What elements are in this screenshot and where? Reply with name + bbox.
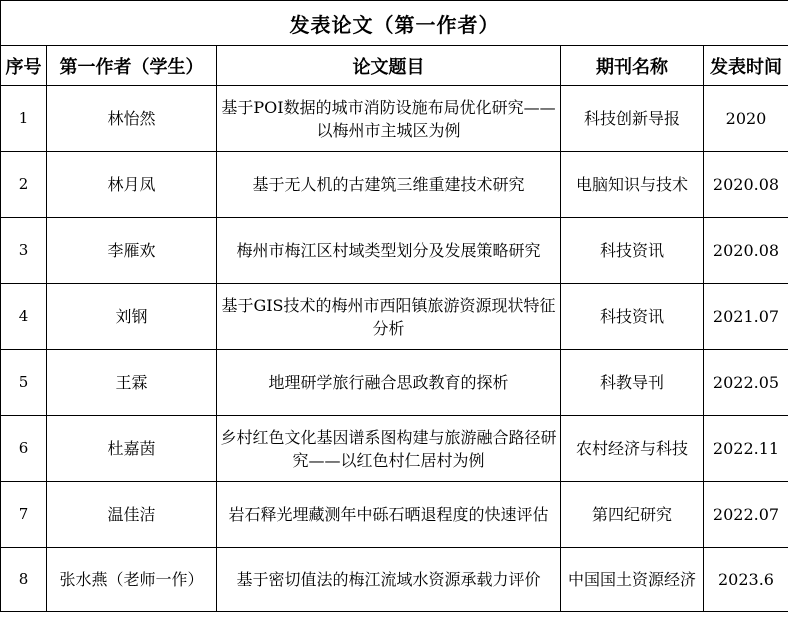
cell-paper-title[interactable]: 基于密切值法的梅江流域水资源承载力评价 [217, 548, 561, 612]
cell-paper-title[interactable]: 基于GIS技术的梅州市西阳镇旅游资源现状特征分析 [217, 284, 561, 350]
table-row [1, 350, 788, 416]
cell-date[interactable]: 2023.6 [704, 548, 788, 612]
cell-paper-title[interactable]: 基于无人机的古建筑三维重建技术研究 [217, 152, 561, 218]
cell-author[interactable]: 张水燕（老师一作） [47, 548, 217, 612]
cell-paper-title[interactable]: 基于POI数据的城市消防设施布局优化研究——以梅州市主城区为例 [217, 86, 561, 152]
cell-seq[interactable]: 8 [1, 548, 47, 612]
cell-seq[interactable]: 5 [1, 350, 47, 416]
table-title-row [1, 1, 788, 46]
cell-journal[interactable]: 电脑知识与技术 [561, 152, 704, 218]
header-paper-title[interactable]: 论文题目 [217, 46, 561, 86]
table-row [1, 548, 788, 612]
cell-paper-title[interactable]: 岩石释光埋藏测年中砾石晒退程度的快速评估 [217, 482, 561, 548]
cell-paper-title[interactable]: 乡村红色文化基因谱系图构建与旅游融合路径研究——以红色村仁居村为例 [217, 416, 561, 482]
cell-author[interactable]: 刘钢 [47, 284, 217, 350]
cell-author[interactable]: 林怡然 [47, 86, 217, 152]
table-row [1, 284, 788, 350]
cell-seq[interactable]: 7 [1, 482, 47, 548]
header-author[interactable]: 第一作者（学生） [47, 46, 217, 86]
cell-date[interactable]: 2022.11 [704, 416, 788, 482]
cell-date[interactable]: 2022.07 [704, 482, 788, 548]
table-row [1, 86, 788, 152]
cell-author[interactable]: 温佳洁 [47, 482, 217, 548]
cell-journal[interactable]: 农村经济与科技 [561, 416, 704, 482]
cell-seq[interactable]: 4 [1, 284, 47, 350]
table-row [1, 482, 788, 548]
cell-seq[interactable]: 2 [1, 152, 47, 218]
header-seq[interactable]: 序号 [1, 46, 47, 86]
cell-journal[interactable]: 科技创新导报 [561, 86, 704, 152]
cell-author[interactable]: 王霖 [47, 350, 217, 416]
table-title[interactable]: 发表论文（第一作者） [1, 1, 788, 46]
cell-paper-title[interactable]: 地理研学旅行融合思政教育的探析 [217, 350, 561, 416]
cell-journal[interactable]: 科技资讯 [561, 218, 704, 284]
cell-date[interactable]: 2020 [704, 86, 788, 152]
cell-seq[interactable]: 1 [1, 86, 47, 152]
cell-date[interactable]: 2022.05 [704, 350, 788, 416]
table-header-row [1, 46, 788, 86]
cell-seq[interactable]: 3 [1, 218, 47, 284]
table-row [1, 416, 788, 482]
cell-date[interactable]: 2021.07 [704, 284, 788, 350]
cell-date[interactable]: 2020.08 [704, 218, 788, 284]
header-journal[interactable]: 期刊名称 [561, 46, 704, 86]
cell-author[interactable]: 李雁欢 [47, 218, 217, 284]
table-row [1, 218, 788, 284]
cell-author[interactable]: 林月凤 [47, 152, 217, 218]
cell-date[interactable]: 2020.08 [704, 152, 788, 218]
cell-journal[interactable]: 第四纪研究 [561, 482, 704, 548]
cell-journal[interactable]: 科技资讯 [561, 284, 704, 350]
cell-seq[interactable]: 6 [1, 416, 47, 482]
cell-journal[interactable]: 科教导刊 [561, 350, 704, 416]
cell-paper-title[interactable]: 梅州市梅江区村域类型划分及发展策略研究 [217, 218, 561, 284]
cell-journal[interactable]: 中国国土资源经济 [561, 548, 704, 612]
table-row [1, 152, 788, 218]
header-date[interactable]: 发表时间 [704, 46, 788, 86]
cell-author[interactable]: 杜嘉茵 [47, 416, 217, 482]
